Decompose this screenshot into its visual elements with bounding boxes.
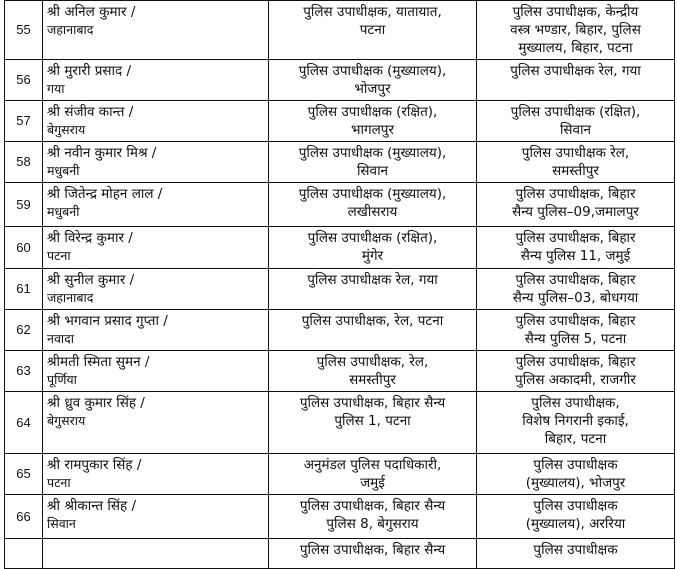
officer-name: श्रीमती स्मिता सुमन / [47, 354, 150, 370]
table-row [5, 183, 675, 227]
officer-name: श्री मुरारी प्रसाद / [47, 63, 132, 79]
home-district: जहानाबाद [47, 290, 94, 305]
current-posting-line: पुलिस 1, पटना [334, 413, 411, 429]
new-posting [477, 60, 675, 101]
current-posting-line: पुलिस उपाधीक्षक (मुख्यालय), [298, 186, 447, 202]
new-posting-line: विशेष निगरानी इकाई, [522, 413, 629, 429]
current-posting [269, 310, 477, 351]
current-posting-line: पुलिस उपाधीक्षक, बिहार सैन्य [299, 395, 446, 411]
home-district: गया [47, 81, 65, 96]
officer-name-cell [43, 183, 269, 227]
officer-name-cell [43, 60, 269, 101]
current-posting-line: पुलिस उपाधीक्षक, रेल, [316, 354, 429, 370]
current-posting-line: पुलिस उपाधीक्षक (रक्षित), [307, 104, 438, 120]
current-posting-line: भोजपुर [354, 81, 391, 97]
new-posting [477, 269, 675, 310]
new-posting-line: पुलिस उपाधीक्षक, केन्द्रीय [512, 4, 639, 20]
home-district: पटना [47, 475, 71, 490]
officer-name-cell [43, 269, 269, 310]
home-district: बेगुसराय [47, 413, 86, 428]
new-posting [477, 310, 675, 351]
new-posting [477, 227, 675, 269]
current-posting [269, 392, 477, 454]
table-row [5, 142, 675, 183]
new-posting-line: पुलिस उपाधीक्षक, बिहार [515, 186, 636, 202]
transfer-list-sheet [4, 0, 674, 569]
new-posting [477, 142, 675, 183]
current-posting [269, 60, 477, 101]
current-posting-line: पुलिस उपाधीक्षक (रक्षित), [307, 230, 438, 246]
current-posting-line: पुलिस उपाधीक्षक (मुख्यालय), [298, 145, 447, 161]
table-row [5, 60, 675, 101]
current-posting-line: पुलिस उपाधीक्षक रेल, गया [307, 272, 438, 288]
officer-name: श्री श्रीकान्त सिंह / [47, 498, 137, 514]
table-row [5, 351, 675, 392]
officer-name: श्री ध्रुव कुमार सिंह / [47, 395, 145, 411]
officer-name: श्री रामपुकार सिंह / [47, 457, 142, 473]
new-posting-line: पुलिस उपाधीक्षक, बिहार [515, 313, 636, 329]
new-posting-line: पुलिस उपाधीक्षक, [531, 395, 620, 411]
table-row [5, 310, 675, 351]
officer-name-cell [43, 310, 269, 351]
officer-name: श्री नवीन कुमार मिश्र / [47, 145, 157, 161]
serial-number: 55 [5, 1, 43, 60]
current-posting-line: पुलिस उपाधीक्षक, रेल, पटना [301, 313, 444, 329]
current-posting-line: समस्तीपुर [349, 372, 396, 388]
new-posting-line: वस्त्र भण्डार, बिहार, पुलिस [510, 22, 641, 38]
current-posting [269, 454, 477, 495]
table-row [5, 495, 675, 539]
officer-name-cell [43, 539, 269, 569]
current-posting-line: भागलपुर [351, 122, 394, 138]
home-district: मधुबनी [47, 163, 80, 178]
current-posting-line: पुलिस उपाधीक्षक, यातायात, [303, 4, 442, 20]
new-posting-line: पुलिस उपाधीक्षक [533, 457, 618, 473]
new-posting [477, 495, 675, 539]
current-posting-line: मुंगेर [361, 248, 384, 264]
new-posting-line: पुलिस उपाधीक्षक, बिहार [515, 272, 636, 288]
serial-number: 63 [5, 351, 43, 392]
new-posting-line: सैन्य पुलिस 11, जमुई [520, 248, 631, 264]
new-posting-line: पुलिस उपाधीक्षक रेल, गया [510, 63, 641, 79]
officer-name: श्री अनिल कुमार / [47, 4, 136, 20]
new-posting-line: पुलिस उपाधीक्षक, बिहार [515, 354, 636, 370]
new-posting-line: सैन्य पुलिस–09,जमालपुर [512, 204, 639, 220]
current-posting-line: अनुमंडल पुलिस पदाधिकारी, [303, 457, 442, 473]
officer-name: श्री संजीव कान्त / [47, 104, 134, 120]
home-district: मधुबनी [47, 204, 80, 219]
new-posting-line: पुलिस अकादमी, राजगीर [515, 372, 636, 388]
serial-number: 65 [5, 454, 43, 495]
new-posting-line: (मुख्यालय), अररिया [525, 516, 626, 532]
current-posting-line: पुलिस उपाधीक्षक, बिहार सैन्य [299, 542, 446, 558]
officer-name-cell [43, 392, 269, 454]
new-posting-line: पुलिस उपाधीक्षक [533, 498, 618, 514]
current-posting-line: लखीसराय [347, 204, 398, 220]
current-posting-line: पुलिस उपाधीक्षक, बिहार सैन्य [299, 498, 446, 514]
officer-name: श्री विरेन्द्र कुमार / [47, 230, 133, 246]
new-posting-line: पुलिस उपाधीक्षक रेल, [521, 145, 630, 161]
new-posting-line: समस्तीपुर [552, 163, 599, 179]
officer-name-cell [43, 227, 269, 269]
current-posting-line: पुलिस उपाधीक्षक (मुख्यालय), [298, 63, 447, 79]
officer-name: श्री सुनील कुमार / [47, 272, 135, 288]
serial-number: 57 [5, 101, 43, 142]
new-posting [477, 183, 675, 227]
officer-name-cell [43, 1, 269, 60]
current-posting [269, 227, 477, 269]
current-posting [269, 269, 477, 310]
current-posting [269, 539, 477, 569]
serial-number: 64 [5, 392, 43, 454]
serial-number: 60 [5, 227, 43, 269]
home-district: पूर्णिया [47, 372, 77, 387]
table-row [5, 392, 675, 454]
home-district: पटना [47, 248, 71, 263]
new-posting-line: सिवान [559, 122, 592, 138]
serial-number: 59 [5, 183, 43, 227]
new-posting [477, 351, 675, 392]
new-posting-line: (मुख्यालय), भोजपुर [525, 475, 626, 491]
current-posting-line: पुलिस 8, बेगुसराय [326, 516, 419, 532]
table-row [5, 269, 675, 310]
current-posting [269, 1, 477, 60]
table-row [5, 1, 675, 60]
table-row [5, 101, 675, 142]
officer-name-cell [43, 142, 269, 183]
new-posting-line: सैन्य पुलिस 5, पटना [524, 331, 627, 347]
current-posting-line: पटना [359, 22, 386, 38]
new-posting-line: पुलिस उपाधीक्षक [533, 542, 618, 558]
new-posting-line: सैन्य पुलिस–03, बोधगया [512, 290, 639, 306]
current-posting [269, 142, 477, 183]
new-posting [477, 1, 675, 60]
serial-number: 66 [5, 495, 43, 539]
transfer-table-body [5, 1, 675, 569]
serial-number: 58 [5, 142, 43, 183]
new-posting [477, 101, 675, 142]
current-posting [269, 495, 477, 539]
current-posting [269, 183, 477, 227]
transfer-table [4, 0, 675, 569]
new-posting [477, 454, 675, 495]
new-posting-line: पुलिस उपाधीक्षक (रक्षित), [510, 104, 641, 120]
home-district: जहानाबाद [47, 22, 94, 37]
home-district: सिवान [47, 516, 76, 531]
officer-name: श्री भगवान प्रसाद गुप्ता / [47, 313, 168, 329]
serial-number: 61 [5, 269, 43, 310]
table-row [5, 454, 675, 495]
current-posting [269, 101, 477, 142]
officer-name: श्री जितेन्द्र मोहन लाल / [47, 186, 163, 202]
officer-name-cell [43, 495, 269, 539]
current-posting [269, 351, 477, 392]
current-posting-line: सिवान [356, 163, 389, 179]
officer-name-cell [43, 454, 269, 495]
serial-number: 62 [5, 310, 43, 351]
new-posting-line: मुख्यालय, बिहार, पटना [518, 40, 633, 56]
officer-name-cell [43, 351, 269, 392]
new-posting [477, 392, 675, 454]
new-posting-line: पुलिस उपाधीक्षक, बिहार [515, 230, 636, 246]
serial-number [5, 539, 43, 569]
home-district: बेगुसराय [47, 122, 86, 137]
new-posting-line: बिहार, पटना [544, 431, 607, 447]
home-district: नवादा [47, 331, 75, 346]
new-posting [477, 539, 675, 569]
officer-name-cell [43, 101, 269, 142]
current-posting-line: जमुई [360, 475, 385, 491]
table-row [5, 227, 675, 269]
table-row-partial [5, 539, 675, 569]
serial-number: 56 [5, 60, 43, 101]
